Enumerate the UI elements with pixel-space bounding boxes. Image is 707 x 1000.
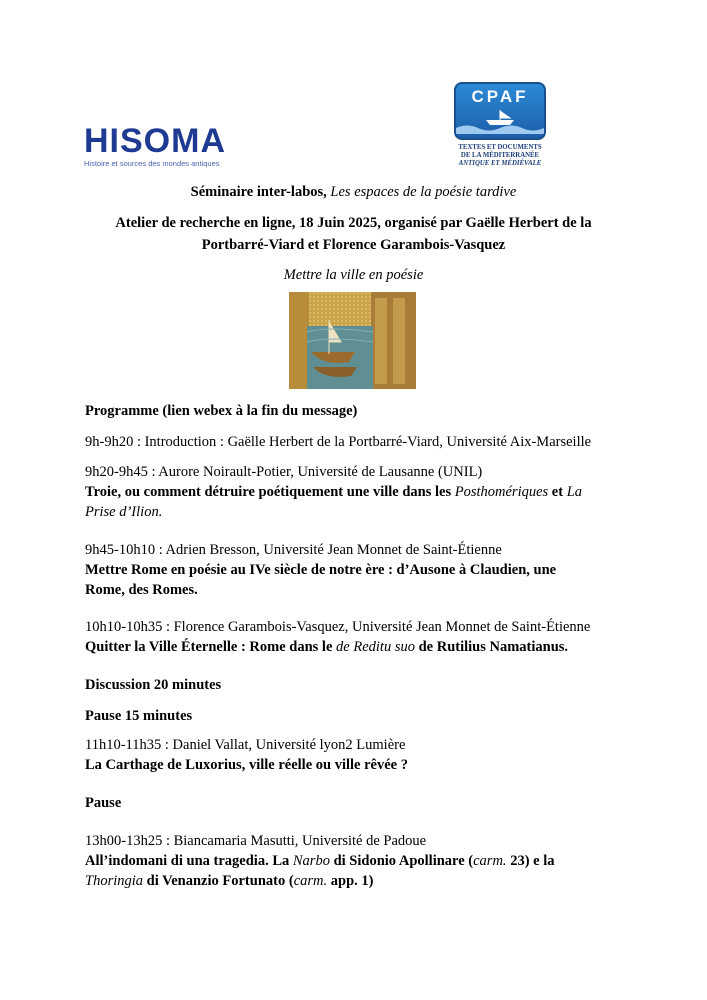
talk2-title-line-2: Rome, des Romes. bbox=[85, 582, 198, 598]
cpaf-brand: CPAF bbox=[471, 87, 529, 106]
discussion-line: Discussion 20 minutes bbox=[85, 677, 222, 693]
talk5-l1-b: Narbo bbox=[292, 853, 330, 869]
seminar-title: Les espaces de la poésie tardive bbox=[330, 184, 517, 200]
seminar-prefix: Séminaire inter-labos, bbox=[190, 184, 327, 200]
talk4-title: La Carthage de Luxorius, ville réelle ou ville rêvée ? bbox=[85, 757, 408, 773]
pause-line: Pause bbox=[85, 795, 122, 811]
cpaf-emblem bbox=[454, 82, 546, 140]
theme-title: Mettre la ville en poésie bbox=[283, 267, 424, 283]
talk3-title-c: de Rutilius Namatianus. bbox=[418, 639, 569, 655]
cpaf-tagline bbox=[454, 144, 546, 168]
intro-line: 9h-9h20 : Introduction : Gaëlle Herbert de la Portbarré-Viard, Université Aix-Marseille bbox=[85, 434, 592, 450]
talk5-l2-b: di Venanzio Fortunato ( bbox=[146, 873, 294, 889]
talk5-title-line-2 bbox=[85, 871, 373, 891]
talk1-time-speaker: 9h20-9h45 : Aurore Noirault-Potier, Université de Lausanne (UNIL) bbox=[85, 464, 483, 480]
hisoma-brand: HISOMA bbox=[84, 122, 226, 160]
cpaf-line-2: DE LA MÉDITERRANÉE bbox=[460, 152, 540, 159]
hisoma-wordmark bbox=[84, 124, 224, 158]
talk5-l1-d: carm. bbox=[473, 853, 507, 869]
talk4-time-speaker: 11h10-11h35 : Daniel Vallat, Université lyon2 Lumière bbox=[85, 737, 406, 753]
talk5-l1-c: di Sidonio Apollinare ( bbox=[333, 853, 474, 869]
talk1-title-b: Posthomériques bbox=[454, 484, 549, 500]
talk5-l1-a: All’indomani di una tragedia. La bbox=[85, 853, 290, 869]
mosaic-harbor-image bbox=[289, 292, 416, 389]
hisoma-tagline: Histoire et sources des mondes antiques bbox=[84, 159, 220, 168]
cpaf-line-3: ANTIQUE ET MÉDIÉVALE bbox=[458, 160, 542, 167]
talk1-title-line-2 bbox=[85, 502, 162, 522]
cpaf-line-1: TEXTES ET DOCUMENTS bbox=[458, 144, 542, 151]
talk5-l2-d: app. 1) bbox=[330, 873, 374, 889]
pause-15-line: Pause 15 minutes bbox=[85, 708, 193, 724]
talk2-time-speaker: 9h45-10h10 : Adrien Bresson, Université Jean Monnet de Saint-Étienne bbox=[85, 542, 502, 558]
seminar-line bbox=[0, 182, 707, 202]
talk3-title bbox=[85, 637, 568, 657]
talk5-time-speaker: 13h00-13h25 : Biancamaria Masutti, Université de Padoue bbox=[85, 833, 427, 849]
talk5-l2-a: Thoringia bbox=[85, 873, 144, 889]
talk5-l1-e: 23) e la bbox=[510, 853, 555, 869]
talk5-l2-c: carm. bbox=[293, 873, 328, 889]
talk3-time-speaker: 10h10-10h35 : Florence Garambois-Vasquez, Université Jean Monnet de Saint-Étienne bbox=[85, 619, 591, 635]
talk1-title-line-1 bbox=[85, 482, 582, 502]
hisoma-logo bbox=[84, 124, 224, 168]
talk3-title-b: de Reditu suo bbox=[336, 639, 415, 655]
talk2-title-line-1: Mettre Rome en poésie au IVe siècle de notre ère : d’Ausone à Claudien, une bbox=[85, 562, 557, 578]
atelier-line-1: Atelier de recherche en ligne, 18 Juin 2025, organisé par Gaëlle Herbert de la bbox=[115, 215, 592, 231]
talk1-title-c: et bbox=[551, 484, 564, 500]
talk1-title-d: La bbox=[566, 484, 583, 500]
atelier-line-2: Portbarré-Viard et Florence Garambois-Vasquez bbox=[201, 237, 506, 253]
programme-heading: Programme (lien webex à la fin du message) bbox=[85, 403, 358, 419]
ship-waves-icon bbox=[456, 108, 544, 134]
talk5-title-line-1 bbox=[85, 851, 554, 871]
cpaf-logo bbox=[454, 82, 546, 168]
talk3-title-a: Quitter la Ville Éternelle : Rome dans le bbox=[85, 639, 333, 655]
talk1-title-a: Troie, ou comment détruire poétiquement une ville dans les bbox=[85, 484, 452, 500]
talk1-title-e: Prise d’Ilion. bbox=[85, 504, 163, 520]
